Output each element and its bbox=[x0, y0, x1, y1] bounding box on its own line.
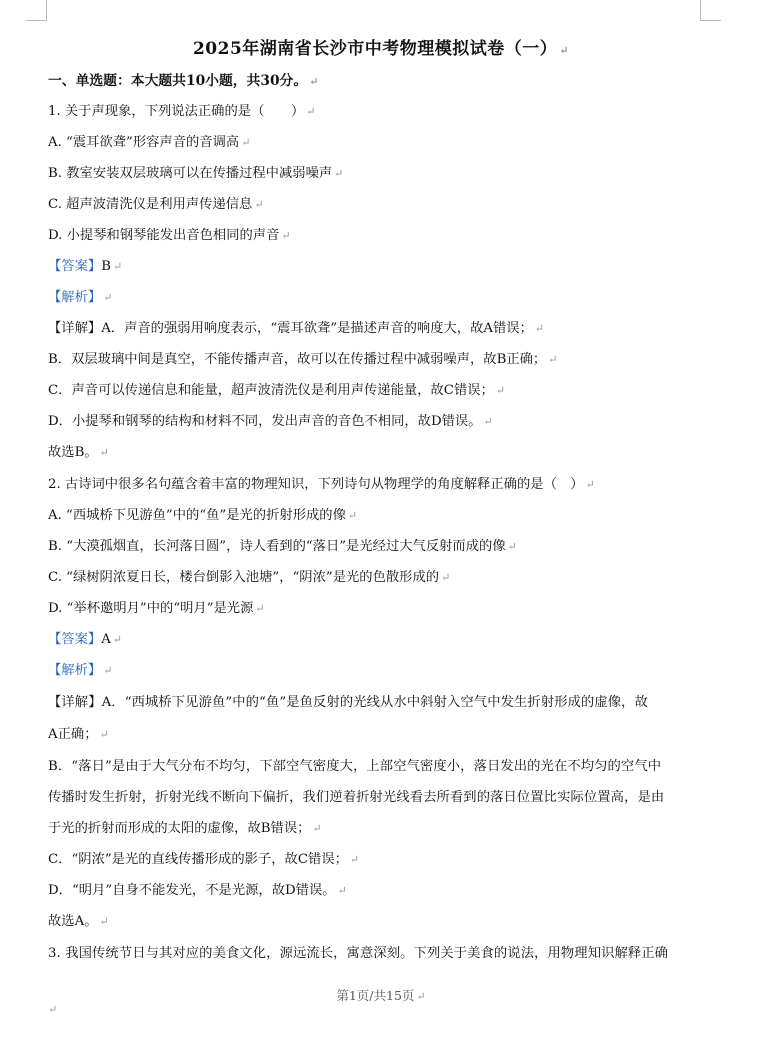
page-corner-mark-top-left bbox=[26, 0, 47, 21]
question-1-answer: 【答案】B ↵ bbox=[48, 259, 123, 274]
paragraph-mark-icon: ↵ bbox=[495, 384, 506, 397]
question-1-detail-a: 【详解】A．声音的强弱用响度表示，“震耳欲聋”是描述声音的响度大，故A错误； ↵ bbox=[48, 321, 545, 336]
question-1-option-b: B. 教室安装双层玻璃可以在传播过程中减弱噪声 ↵ bbox=[48, 166, 344, 181]
paragraph-mark-icon: ↵ bbox=[416, 990, 426, 1003]
paragraph-mark-icon: ↵ bbox=[103, 664, 113, 677]
paragraph-mark-icon: ↵ bbox=[112, 633, 123, 646]
paragraph-mark-icon: ↵ bbox=[306, 105, 316, 118]
paragraph-mark-icon: ↵ bbox=[441, 571, 451, 584]
question-2-detail-a-line-1: 【详解】A．“西城桥下见游鱼”中的“鱼”是鱼反射的光线从水中斜射入空气中发生折射形成的虚像，故 bbox=[48, 695, 648, 710]
document-title: 2025年湖南省长沙市中考物理模拟试卷（一） ↵ bbox=[192, 39, 570, 59]
question-1-detail-d: D．小提琴和钢琴的结构和材料不同，发出声音的音色不相同，故D错误。 ↵ bbox=[48, 414, 493, 429]
paragraph-mark-icon: ↵ bbox=[548, 353, 558, 366]
page-footer: 第1页/共15页 ↵ bbox=[336, 988, 426, 1003]
question-2-detail-c: C．“阴浓”是光的直线传播形成的影子，故C错误； ↵ bbox=[48, 852, 360, 867]
paragraph-mark-icon: ↵ bbox=[103, 291, 113, 304]
paragraph-mark-icon: ↵ bbox=[99, 915, 109, 928]
paragraph-mark-icon: ↵ bbox=[349, 853, 360, 866]
question-2-detail-d: D．“明月”自身不能发光，不是光源，故D错误。 ↵ bbox=[48, 883, 347, 898]
question-1-detail-c: C．声音可以传递信息和能量，超声波清洗仪是利用声传递能量，故C错误； ↵ bbox=[48, 383, 506, 398]
question-2-detail-b-line-2: 传播时发生折射，折射光线不断向下偏折，我们逆着折射光线看去所看到的落日位置比实际位置高，是由 bbox=[48, 790, 665, 805]
paragraph-mark-icon: ↵ bbox=[241, 136, 251, 149]
question-3-stem: 3. 我国传统节日与其对应的美食文化，源远流长，寓意深刻。下列关于美食的说法，用物理知识解释正确 bbox=[48, 946, 669, 961]
paragraph-mark-icon: ↵ bbox=[347, 509, 358, 522]
section-heading: 一、单选题：本大题共10小题，共30分。 ↵ bbox=[48, 73, 319, 89]
question-2-detail-b-line-1: B．“落日”是由于大气分布不均匀，下部空气密度大，上部空气密度小，落日发出的光在不均匀的空气中 bbox=[48, 759, 662, 774]
paragraph-mark-icon: ↵ bbox=[312, 822, 322, 835]
paragraph-mark-icon: ↵ bbox=[254, 198, 264, 211]
paragraph-mark-icon: ↵ bbox=[483, 415, 493, 428]
paragraph-mark-icon: ↵ bbox=[585, 478, 595, 491]
question-2-option-d: D. “举杯邀明月”中的“明月”是光源 ↵ bbox=[48, 601, 265, 616]
question-2-option-c: C. “绿树阴浓夏日长，楼台倒影入池塘”，“阴浓”是光的色散形成的 ↵ bbox=[48, 570, 451, 585]
question-2-option-b: B. “大漠孤烟直，长河落日圆”，诗人看到的“落日”是光经过大气反射而成的像 ↵ bbox=[48, 539, 517, 554]
question-2-detail-b-line-3: 于光的折射而形成的太阳的虚像，故B错误； ↵ bbox=[48, 821, 322, 836]
paragraph-mark-icon: ↵ bbox=[337, 884, 347, 897]
paragraph-mark-icon: ↵ bbox=[334, 167, 344, 180]
question-1-stem: 1. 关于声现象，下列说法正确的是（ ） ↵ bbox=[48, 104, 316, 119]
paragraph-mark-icon: ↵ bbox=[112, 260, 123, 273]
question-1-option-a: A. “震耳欲聋”形容声音的音调高 ↵ bbox=[48, 135, 251, 150]
question-2-answer: 【答案】A ↵ bbox=[48, 632, 123, 647]
page-corner-mark-top-right bbox=[700, 0, 721, 21]
paragraph-mark-icon: ↵ bbox=[99, 446, 109, 459]
question-1-detail-b: B．双层玻璃中间是真空，不能传播声音，故可以在传播过程中减弱噪声，故B正确； ↵ bbox=[48, 352, 558, 367]
paragraph-mark-icon: ↵ bbox=[309, 75, 319, 88]
question-2-stem: 2. 古诗词中很多名句蕴含着丰富的物理知识，下列诗句从物理学的角度解释正确的是（ ） ↵ bbox=[48, 477, 595, 492]
question-1-option-d: D. 小提琴和钢琴能发出音色相同的声音 ↵ bbox=[48, 228, 291, 243]
question-2-conclusion: 故选A。 ↵ bbox=[48, 914, 109, 929]
question-1-analysis-label: 【解析】 ↵ bbox=[48, 290, 113, 305]
paragraph-mark-icon: ↵ bbox=[507, 540, 517, 553]
question-1-option-c: C. 超声波清洗仪是利用声传递信息 ↵ bbox=[48, 197, 264, 212]
paragraph-mark-icon: ↵ bbox=[99, 728, 109, 741]
question-2-detail-a-line-2: A正确； ↵ bbox=[48, 727, 109, 742]
paragraph-mark-icon: ↵ bbox=[255, 602, 265, 615]
paragraph-mark-icon: ↵ bbox=[48, 1003, 58, 1016]
paragraph-mark-icon: ↵ bbox=[281, 229, 291, 242]
question-1-conclusion: 故选B。 ↵ bbox=[48, 445, 109, 460]
question-2-analysis-label: 【解析】 ↵ bbox=[48, 663, 113, 678]
question-2-option-a: A. “西城桥下见游鱼”中的“鱼”是光的折射形成的像 ↵ bbox=[48, 508, 358, 523]
paragraph-mark-icon: ↵ bbox=[559, 44, 570, 57]
paragraph-mark-icon: ↵ bbox=[534, 322, 545, 335]
